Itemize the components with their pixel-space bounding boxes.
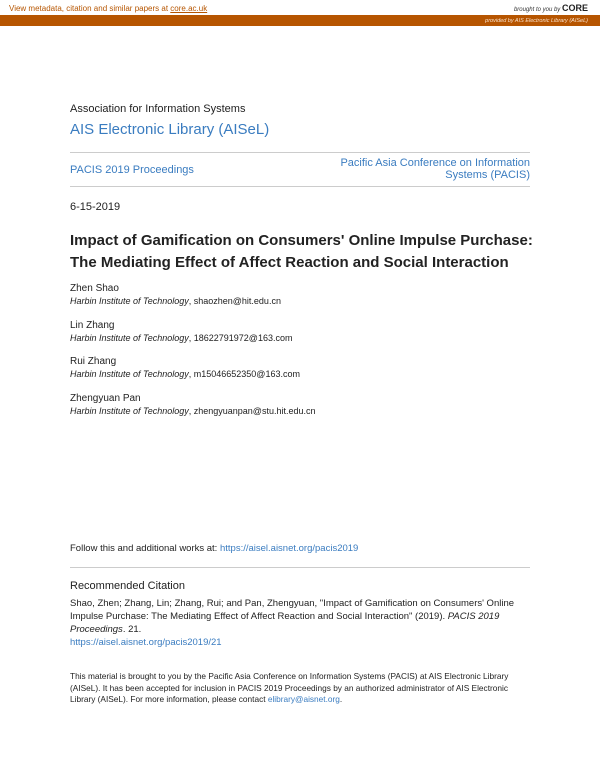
author-email: , zhengyuanpan@stu.hit.edu.cn bbox=[188, 406, 316, 416]
contact-email-link[interactable]: elibrary@aisnet.org bbox=[267, 694, 340, 704]
citation-heading: Recommended Citation bbox=[70, 580, 185, 592]
paper-title bbox=[70, 230, 533, 274]
author-email: , m15046652350@163.com bbox=[188, 369, 300, 379]
org-name: Association for Information Systems bbox=[70, 103, 246, 115]
core-logo[interactable] bbox=[514, 3, 588, 13]
author-name[interactable]: Rui Zhang bbox=[70, 356, 117, 367]
title-line: Impact of Gamification on Consumers' Online Impulse Purchase: bbox=[70, 232, 533, 249]
banner-text: View metadata, citation and similar papers at bbox=[9, 4, 171, 13]
author bbox=[70, 319, 315, 355]
citation-body: Shao, Zhen; Zhang, Lin; Zhang, Rui; and Pan, Zhengyuan, "Impact of Gamification on Consumers' Online Impulse Purchase: The Mediating Effect of Affect Reaction and Social Interaction" (2019). bbox=[70, 598, 515, 622]
author-name[interactable]: Zhengyuan Pan bbox=[70, 393, 141, 404]
notice bbox=[70, 671, 535, 706]
citation-number: . 21. bbox=[122, 624, 142, 635]
core-label: CORE bbox=[561, 3, 588, 13]
affiliation: Harbin Institute of Technology bbox=[70, 296, 189, 306]
follow-link[interactable]: https://aisel.aisnet.org/pacis2019 bbox=[219, 543, 359, 554]
conference-link[interactable]: Pacific Asia Conference on Information Systems (PACIS) bbox=[340, 157, 530, 181]
title-line: The Mediating Effect of Affect Reaction and Social Interaction bbox=[70, 254, 509, 271]
author-name[interactable]: Zhen Shao bbox=[70, 283, 119, 294]
affiliation: Harbin Institute of Technology bbox=[70, 369, 189, 379]
date: 6-15-2019 bbox=[70, 201, 121, 213]
core-link[interactable]: core.ac.uk bbox=[170, 4, 208, 13]
divider bbox=[70, 152, 530, 153]
author bbox=[70, 282, 315, 319]
affiliation: Harbin Institute of Technology bbox=[70, 406, 189, 416]
notice-end: . bbox=[339, 694, 343, 704]
citation-link[interactable]: https://aisel.aisnet.org/pacis2019/21 bbox=[70, 637, 222, 648]
authors bbox=[70, 282, 315, 418]
library-link[interactable]: AIS Electronic Library (AISeL) bbox=[70, 121, 270, 138]
metadata-link-text bbox=[9, 4, 207, 13]
notice-text: This material is brought to you by the Pacific Asia Conference on Information Systems (PACIS) at AIS Electronic Library (AISeL). It has been accepted for inclusion in PACIS 2019 Proceedings by an authorized administrator of AIS Electronic Library (AISeL). For more information, please contact bbox=[70, 671, 509, 704]
affiliation: Harbin Institute of Technology bbox=[70, 333, 189, 343]
brought-text: brought to you by bbox=[513, 7, 561, 13]
follow-text: Follow this and additional works at: bbox=[70, 543, 220, 554]
author-name[interactable]: Lin Zhang bbox=[70, 320, 115, 331]
divider bbox=[70, 567, 530, 568]
author bbox=[70, 355, 315, 392]
citation-text bbox=[70, 597, 530, 649]
follow-line bbox=[70, 543, 358, 554]
citation-journal: PACIS 2019 Proceedings bbox=[70, 611, 500, 635]
author-email: , 18622791972@163.com bbox=[188, 333, 293, 343]
provided-by: provided by AIS Electronic Library (AISeL) bbox=[485, 18, 588, 24]
author-email: , shaozhen@hit.edu.cn bbox=[188, 296, 281, 306]
divider bbox=[70, 186, 530, 187]
proceedings-link[interactable]: PACIS 2019 Proceedings bbox=[70, 164, 194, 176]
author bbox=[70, 392, 315, 418]
